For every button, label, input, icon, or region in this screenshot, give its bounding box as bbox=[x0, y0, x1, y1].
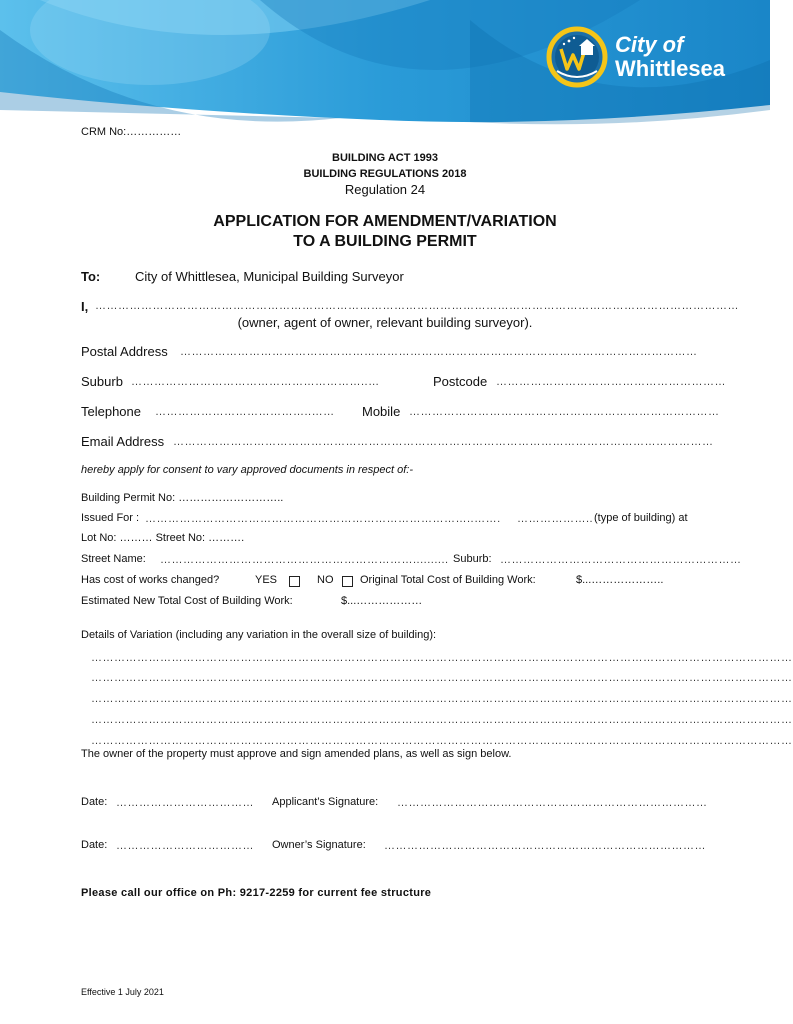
fee-structure-note: Please call our office on Ph: 9217-2259 for current fee structure bbox=[81, 887, 432, 899]
applicant-role-caption: (owner, agent of owner, relevant building surveyor). bbox=[237, 315, 533, 330]
telephone-label: Telephone bbox=[81, 404, 141, 419]
owner-signature-label: Owner’s Signature: bbox=[272, 839, 366, 851]
email-field[interactable]: …………………………………………………………………………………………………………………………… bbox=[173, 436, 714, 448]
applicant-signature-label: Applicant’s Signature: bbox=[272, 796, 379, 808]
no-label: NO bbox=[317, 574, 334, 586]
owner-date-label: Date: bbox=[81, 839, 108, 851]
new-cost-field[interactable]: $...……………… bbox=[341, 595, 423, 607]
new-cost-label: Estimated New Total Cost of Building Work: bbox=[81, 595, 293, 607]
lot-street-no[interactable]: Lot No: ……… Street No: ………. bbox=[81, 532, 245, 544]
details-line[interactable]: ………………………………………………………………………………………………………………………………………………………………… bbox=[91, 652, 793, 664]
owner-signature-field[interactable]: ………………………………………………………………………… bbox=[384, 840, 706, 852]
logo-line2: Whittlesea bbox=[615, 56, 726, 81]
applicant-date-field[interactable]: ……………………………… bbox=[116, 797, 254, 809]
details-line[interactable]: ………………………………………………………………………………………………………………………………………………………………… bbox=[91, 672, 793, 684]
building-permit-no[interactable]: Building Permit No: ……………………….. bbox=[81, 492, 284, 504]
original-cost-field[interactable]: $...……………….. bbox=[576, 574, 664, 586]
details-line[interactable]: ………………………………………………………………………………………………………………………………………………………………… bbox=[91, 735, 793, 747]
yes-label: YES bbox=[255, 574, 278, 586]
yes-checkbox[interactable] bbox=[289, 576, 300, 587]
postcode-label: Postcode bbox=[433, 374, 488, 389]
issued-for-field[interactable]: …………………………………………………………………………..……. bbox=[145, 513, 501, 525]
applicant-name-field[interactable]: …………………………………………………………………………………………………………………………………………………… bbox=[95, 300, 739, 312]
no-checkbox[interactable] bbox=[342, 576, 353, 587]
regulations-heading: BUILDING REGULATIONS 2018 bbox=[303, 168, 467, 180]
mobile-label: Mobile bbox=[362, 404, 401, 419]
suburb-field[interactable]: ……………………………………………………..… bbox=[131, 376, 380, 388]
city-logo bbox=[545, 25, 725, 89]
effective-date: Effective 1 July 2021 bbox=[81, 987, 164, 997]
mobile-field[interactable]: ……………………………………………………………………… bbox=[409, 406, 720, 418]
header-banner bbox=[0, 0, 770, 130]
building-type-field[interactable]: ……………….. bbox=[517, 513, 594, 525]
logo-emblem-icon bbox=[545, 25, 609, 89]
cost-changed-question: Has cost of works changed? bbox=[81, 574, 220, 586]
details-line[interactable]: ………………………………………………………………………………………………………………………………………………………………… bbox=[91, 714, 793, 726]
apply-statement: hereby apply for consent to vary approved documents in respect of:- bbox=[81, 464, 414, 476]
owner-date-field[interactable]: ……………………………… bbox=[116, 840, 254, 852]
form-title-line1: APPLICATION FOR AMENDMENT/VARIATION bbox=[213, 213, 557, 230]
postal-address-field[interactable]: ……………………………………………………………………………………………………………………… bbox=[180, 346, 698, 358]
crm-number: CRM No:…………… bbox=[81, 126, 182, 138]
original-cost-label: Original Total Cost of Building Work: bbox=[360, 574, 536, 586]
act-heading: BUILDING ACT 1993 bbox=[332, 152, 438, 164]
street-name-field[interactable]: ………………………………………………………….......... bbox=[160, 554, 449, 566]
issued-for-label: Issued For : bbox=[81, 512, 140, 524]
to-label: To: bbox=[81, 269, 101, 284]
street-suburb-label: Suburb: bbox=[453, 553, 492, 565]
street-suburb-field[interactable]: ……………………………………………………… bbox=[500, 554, 742, 566]
i-label: I, bbox=[81, 299, 89, 314]
suburb-label: Suburb bbox=[81, 374, 123, 389]
regulation-number: Regulation 24 bbox=[344, 182, 426, 197]
details-line[interactable]: ………………………………………………………………………………………………………………………………………………………………… bbox=[91, 693, 793, 705]
building-type-suffix: (type of building) at bbox=[594, 512, 688, 524]
postcode-field[interactable]: …………………………………………………… bbox=[496, 376, 726, 388]
telephone-field[interactable]: …………………………………..…… bbox=[155, 406, 335, 418]
applicant-signature-field[interactable]: ……………………………………………………………………… bbox=[397, 797, 708, 809]
email-label: Email Address bbox=[81, 434, 165, 449]
owner-approval-note: The owner of the property must approve and sign amended plans, as well as sign below. bbox=[81, 748, 512, 760]
form-title-line2: TO A BUILDING PERMIT bbox=[293, 233, 477, 250]
postal-address-label: Postal Address bbox=[81, 344, 168, 359]
to-value: City of Whittlesea, Municipal Building Surveyor bbox=[135, 269, 404, 284]
logo-line1: City of bbox=[615, 32, 684, 57]
details-label: Details of Variation (including any variation in the overall size of building): bbox=[81, 629, 437, 641]
street-name-label: Street Name: bbox=[81, 553, 146, 565]
applicant-date-label: Date: bbox=[81, 796, 108, 808]
